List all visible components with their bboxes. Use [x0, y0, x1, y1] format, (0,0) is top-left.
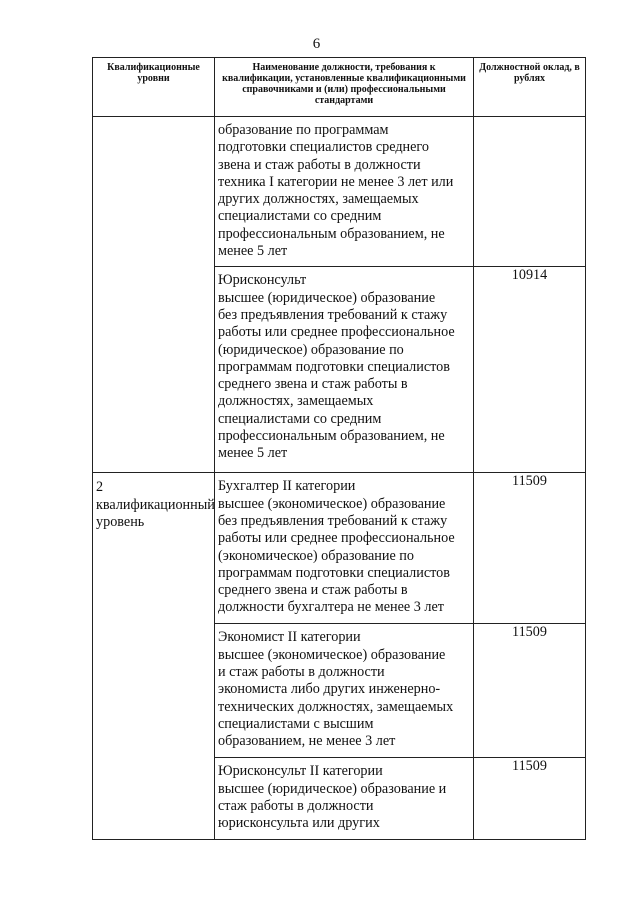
- page-number: 6: [312, 36, 321, 52]
- position-requirements-text: [215, 117, 473, 266]
- salary-cell: 10914: [474, 267, 586, 473]
- requirement-line: (экономическое) образование по: [218, 547, 414, 564]
- table-row: [93, 758, 586, 839]
- requirement-line: образование по программам: [218, 122, 389, 138]
- table-header-row: [93, 58, 586, 117]
- requirement-line: других должностях, замещаемых: [218, 191, 419, 208]
- requirement-line: высшее (экономическое) образование: [218, 646, 446, 663]
- requirement-line: программам подготовки специалистов: [218, 358, 450, 375]
- qualification-level-cell: [93, 624, 215, 758]
- position-requirements-cell: [215, 267, 474, 473]
- requirement-line: без предъявления требований к стажу: [218, 306, 448, 323]
- requirement-line: и стаж работы в должности: [218, 663, 385, 680]
- position-requirements-cell: [215, 117, 474, 267]
- requirement-line: работы или среднее профессиональное: [218, 530, 455, 547]
- qualification-level-cell: [93, 758, 215, 839]
- requirement-line: программам подготовки специалистов: [218, 564, 450, 581]
- requirement-line: стаж работы в должности: [218, 797, 374, 814]
- table-row: [93, 117, 586, 267]
- requirement-line: экономиста либо других инженерно-: [218, 681, 441, 698]
- position-requirements-cell: [215, 624, 474, 758]
- qualification-level-text: 2 квалификационный уровень: [96, 479, 215, 530]
- table-row: [93, 267, 586, 473]
- header-salary: Должностной оклад, в рублях: [474, 58, 586, 117]
- requirement-line: юрисконсульта или других: [218, 815, 380, 832]
- requirement-line: Юрисконсульт: [218, 272, 307, 289]
- requirement-line: профессиональным образованием, не: [218, 428, 445, 445]
- requirement-line: специалистами со средним: [218, 410, 382, 427]
- salary-cell: 11509: [474, 624, 586, 758]
- header-levels: Квалификационные уровни: [93, 58, 215, 117]
- requirement-line: специалистами со средним: [218, 208, 382, 225]
- header-position-requirements: Наименование должности, требования к квалификации, установленные квалификационными справочниками и (или) профессиональными стандартами: [215, 58, 474, 117]
- qualification-level-text: [93, 758, 214, 764]
- requirement-line: должностях, замещаемых: [218, 393, 374, 410]
- requirement-line: специалистами с высшим: [218, 715, 374, 732]
- position-requirements-text: [215, 267, 473, 468]
- requirement-line: высшее (экономическое) образование: [218, 495, 446, 512]
- qualification-level-cell: [93, 117, 215, 267]
- requirement-line: (юридическое) образование по: [218, 341, 404, 358]
- salary-cell: 11509: [474, 473, 586, 624]
- requirement-line: образованием, не менее 3 лет: [218, 733, 396, 750]
- requirement-line: Бухгалтер II категории: [218, 478, 356, 495]
- salary-cell: 11509: [474, 758, 586, 839]
- requirement-line: подготовки специалистов среднего: [218, 139, 429, 156]
- qualification-level-text: [93, 624, 214, 630]
- requirement-line: техника I категории не менее 3 лет или: [218, 173, 454, 190]
- requirement-line: менее 5 лет: [218, 243, 288, 260]
- requirement-line: Экономист II категории: [218, 629, 361, 646]
- position-requirements-cell: [215, 473, 474, 624]
- requirement-line: менее 5 лет: [218, 445, 288, 462]
- qualification-level-text: [93, 117, 214, 123]
- requirement-line: звена и стаж работы в должности: [218, 156, 421, 173]
- requirement-line: профессиональным образованием, не: [218, 225, 445, 242]
- qualification-table: [92, 57, 586, 840]
- requirement-line: среднего звена и стаж работы в: [218, 376, 408, 393]
- requirement-line: среднего звена и стаж работы в: [218, 582, 408, 599]
- table-row: [93, 473, 586, 624]
- salary-cell: [474, 117, 586, 267]
- requirement-line: работы или среднее профессиональное: [218, 324, 455, 341]
- position-requirements-cell: [215, 758, 474, 839]
- position-requirements-text: [215, 624, 473, 756]
- position-requirements-text: [215, 473, 473, 622]
- qualification-level-cell: [93, 267, 215, 473]
- requirement-line: без предъявления требований к стажу: [218, 512, 448, 529]
- requirement-line: должности бухгалтера не менее 3 лет: [218, 599, 444, 616]
- position-requirements-text: [215, 758, 473, 838]
- requirement-line: высшее (юридическое) образование: [218, 289, 436, 306]
- table-row: [93, 624, 586, 758]
- requirement-line: Юрисконсульт II категории: [218, 763, 383, 780]
- requirement-line: высшее (юридическое) образование и: [218, 780, 447, 797]
- qualification-level-cell: [93, 473, 215, 624]
- qualification-level-text: [93, 267, 214, 273]
- requirement-line: технических должностях, замещаемых: [218, 698, 454, 715]
